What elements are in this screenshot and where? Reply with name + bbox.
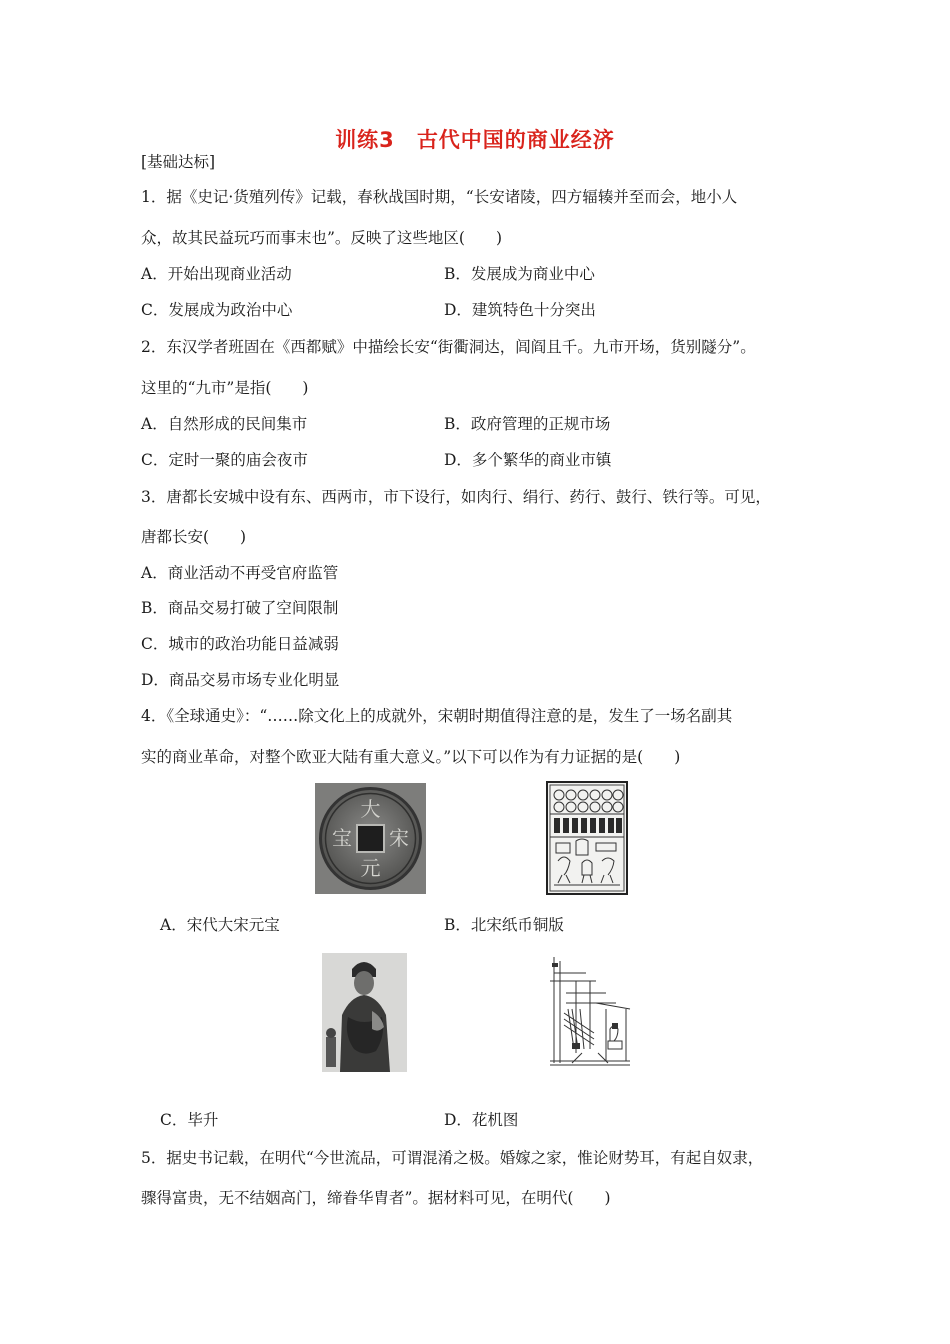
- coin-image: [315, 783, 426, 894]
- q1-option-d: D．建筑特色十分突出: [444, 301, 596, 319]
- coin-char-left: 宝: [332, 826, 352, 850]
- q2-option-a: A．自然形成的民间集市: [141, 415, 308, 433]
- bisheng-image: [322, 953, 407, 1072]
- coin-illustration: [315, 783, 426, 894]
- coin-char-right: 宋: [389, 826, 409, 850]
- coin-char-top: 大: [360, 797, 381, 821]
- q2-stem-line1: 2．东汉学者班固在《西都赋》中描绘长安“街衢洞达，闾阎且千。九市开场，货别隧分”。: [141, 338, 756, 356]
- page-title: [0, 124, 950, 154]
- q3-option-b: B．商品交易打破了空间限制: [141, 599, 339, 617]
- q3-stem-line1: 3．唐都长安城中设有东、西两市，市下设行，如肉行、绢行、药行、鼓行、铁行等。可见，: [141, 488, 771, 506]
- q2-option-c: C．定时一聚的庙会夜市: [141, 451, 308, 469]
- q3-option-c: C．城市的政治功能日益减弱: [141, 635, 339, 653]
- banknote-plate-illustration: [546, 781, 628, 895]
- section-label: [基础达标]: [141, 153, 216, 171]
- q3-option-a: A．商业活动不再受官府监管: [141, 564, 339, 582]
- q1-stem-line1: 1．据《史记·货殖列传》记载，春秋战国时期，“长安诸陵，四方辐辏并至而会，地小人: [141, 188, 738, 206]
- banknote-plate-image: [546, 781, 628, 895]
- bisheng-statue-illustration: [322, 953, 407, 1072]
- q5-stem-line2: 骤得富贵，无不结姻高门，缔眷华胄者”。据材料可见，在明代( ): [141, 1189, 611, 1207]
- title-text: 古代中国的商业经济: [416, 128, 615, 152]
- q1-option-b: B．发展成为商业中心: [444, 265, 595, 283]
- q2-option-b: B．政府管理的正规市场: [444, 415, 611, 433]
- loom-illustration: [546, 953, 632, 1072]
- q2-stem-line2: 这里的“九市”是指( ): [141, 379, 309, 397]
- q3-option-d: D．商品交易市场专业化明显: [141, 671, 340, 689]
- q4-option-b-caption: B．北宋纸币铜版: [444, 916, 564, 934]
- q1-option-a: A．开始出现商业活动: [141, 265, 292, 283]
- q1-option-c: C．发展成为政治中心: [141, 301, 293, 319]
- q5-stem-line1: 5．据史书记载，在明代“今世流品，可谓混淆之极。婚嫁之家，惟论财势耳，有起自奴隶，: [141, 1149, 764, 1167]
- q1-stem-line2: 众，故其民益玩巧而事末也”。反映了这些地区( ): [141, 229, 503, 247]
- q4-stem-line2: 实的商业革命，对整个欧亚大陆有重大意义。”以下可以作为有力证据的是( ): [141, 748, 681, 766]
- q4-option-d-caption: D．花机图: [444, 1111, 519, 1129]
- q4-option-c-caption: C．毕升: [160, 1111, 219, 1129]
- q4-option-a-caption: A．宋代大宋元宝: [160, 916, 280, 934]
- title-number: 训练3: [335, 128, 395, 152]
- q2-option-d: D．多个繁华的商业市镇: [444, 451, 612, 469]
- q3-stem-line2: 唐都长安( ): [141, 528, 247, 546]
- loom-image: [546, 953, 632, 1072]
- coin-char-bottom: 元: [360, 856, 381, 880]
- q4-stem-line1: 4．《全球通史》：“……除文化上的成就外，宋朝时期值得注意的是，发生了一场名副其: [141, 707, 733, 725]
